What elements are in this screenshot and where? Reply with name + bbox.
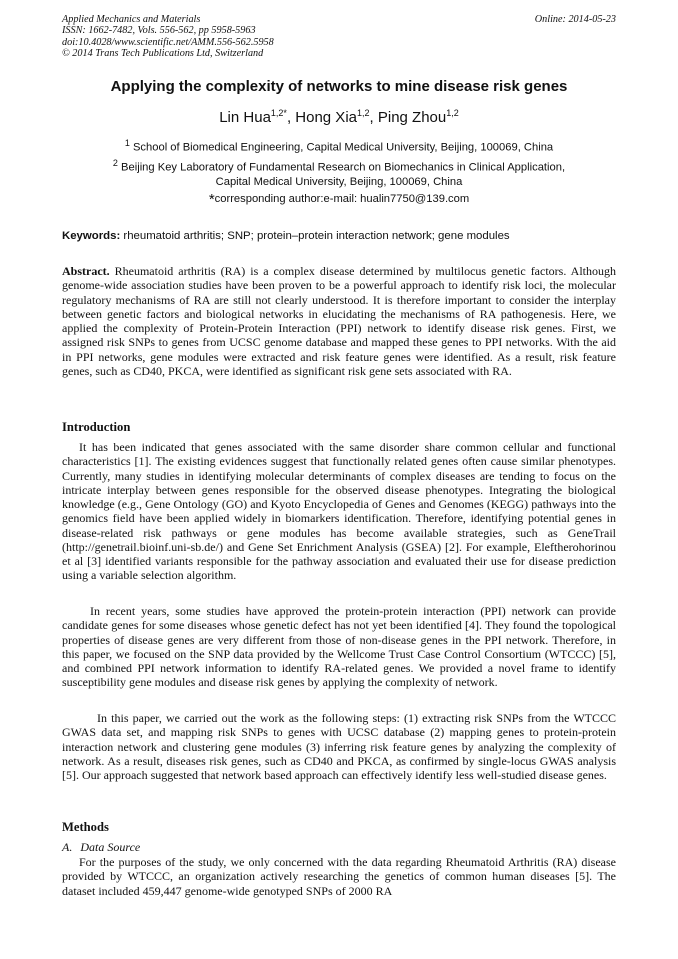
author-separator: , bbox=[369, 109, 378, 126]
keywords-line bbox=[62, 230, 618, 242]
subsection-heading bbox=[62, 840, 140, 855]
introduction-paragraph-2: In recent years, some studies have approved the protein-protein interaction (PPI) network can provide candidate genes for some diseases whose genetic defect has not yet been identified [4]. They found the topological properties of disease genes are very different from those of non-disease genes in the PPI network. Therefore, in this paper, we focused on the SNP data provided by the Wellcome Trust Case Control Consortium (WTCCC) [5], and combined PPI network information to identify RA-related genes. We provided a novel frame to identify susceptibility gene modules and disease risk genes by applying the complexity of network. bbox=[62, 604, 616, 690]
author-3: Ping Zhou bbox=[377, 109, 447, 126]
corresponding-author bbox=[60, 191, 618, 208]
corresponding-email: corresponding author:e-mail: hualin7750@139.com bbox=[214, 193, 470, 205]
keywords-label: Keywords: bbox=[62, 230, 121, 242]
copyright-line: © 2014 Trans Tech Publications Ltd, Switzerland bbox=[62, 47, 264, 59]
affiliation-2-number: 2 bbox=[112, 158, 118, 168]
journal-header bbox=[62, 14, 616, 59]
subsection-title: Data Source bbox=[80, 840, 141, 854]
abstract-paragraph bbox=[62, 264, 616, 378]
subsection-label: A. bbox=[62, 840, 73, 854]
journal-name: Applied Mechanics and Materials bbox=[62, 14, 201, 25]
author-separator: , bbox=[286, 109, 296, 126]
author-2: Hong Xia bbox=[295, 109, 357, 126]
introduction-paragraph-3: In this paper, we carried out the work as the following steps: (1) extracting risk SNPs from the WTCCC GWAS data set, and mapping risk SNPs to genes with UCSC database (2) mapping genes to protein-protein interaction network and clustering gene modules (3) inferring risk feature genes by analyzing the complexity of network. As a result, diseases risk genes, such as CD40 and PKCA, as confirmed by single-locus GWAS analysis [5]. Our approach suggested that network based approach can effectively identify less well-studied disease genes. bbox=[62, 711, 616, 782]
corresponding-star: * bbox=[208, 191, 215, 208]
affiliation-2-line-1: Beijing Key Laboratory of Fundamental Research on Biomechanics in Clinical Application, bbox=[121, 161, 566, 174]
methods-heading: Methods bbox=[62, 820, 109, 834]
affiliation-1 bbox=[60, 136, 618, 155]
affiliation-1-text: School of Biomedical Engineering, Capital Medical University, Beijing, 100069, China bbox=[132, 141, 554, 154]
author-1: Lin Hua bbox=[219, 109, 271, 126]
methods-paragraph-1: For the purposes of the study, we only concerned with the data regarding Rheumatoid Arthritis (RA) disease provided by WTCCC, an organization actively researching the genetics of common human diseases [5]. The dataset included 459,447 genome-wide genotyped SNPs of 2000 RA bbox=[62, 855, 616, 898]
abstract-label: Abstract. bbox=[62, 264, 110, 278]
author-list bbox=[40, 108, 638, 126]
affiliation-1-number: 1 bbox=[124, 138, 130, 148]
author-2-affiliation-mark: 1,2 bbox=[357, 108, 370, 118]
author-3-affiliation-mark: 1,2 bbox=[446, 108, 459, 118]
issn-line: ISSN: 1662-7482, Vols. 556-562, pp 5958-5963 bbox=[62, 25, 256, 37]
affiliation-2 bbox=[60, 156, 618, 189]
affiliation-2-line-2: Capital Medical University, Beijing, 100069, China bbox=[215, 175, 463, 188]
abstract-text: Rheumatoid arthritis (RA) is a complex disease determined by multilocus genetic factors. Although genome-wide association studies have been proven to be a powerful approach to identify risk loci, the molecular regulatory mechanisms of RA are still not clearly understood. It is therefore important to consider the interplay between genetic factors and biological networks in elucidating the mechanisms of RA pathogenesis. Here, we applied the complexity of Protein-Protein Interaction (PPI) network to identify disease risk genes. First, we assigned risk SNPs to genes from UCSC genome database and mapped these genes to PPI networks. With the aid in PPI networks, gene modules were extracted and risk feature genes were identified. As a result, risk feature genes, such as CD40, PKCA, were identified as significant risk gene sets associated with RA. bbox=[62, 264, 616, 378]
author-1-affiliation-mark: 1,2* bbox=[270, 108, 287, 118]
doi-line: doi:10.4028/www.scientific.net/AMM.556-562.5958 bbox=[62, 36, 274, 48]
introduction-paragraph-1: It has been indicated that genes associated with the same disorder share common cellular and functional characteristics [1]. The existing evidences suggest that functionally related genes often cause similar phenotypes. Currently, many studies in identifying molecular determinants of complex diseases are tending to focus on the intricate interplay between genes responsible for the observed disease phenotypes. Integrating the biological knowledge (e.g., Gene Ontology (GO) and Kyoto Encyclopedia of Genes and Genomes (KEGG) pathways into the genomics field have been applied widely in biomarkers identification. Therefore, identifying potential genes in disease-related risk pathways or gene modules has become available strategies, such as GeneTrail (http://genetrail.bioinf.uni-sb.de/) and Gene Set Enrichment Analysis (GSEA) [2]. For example, Eleftherohorinou et al [3] identified variants responsible for the pathway association and evaluated their use for disease prediction using a variable selection algorithm. bbox=[62, 440, 616, 583]
keywords-text: rheumatoid arthritis; SNP; protein–protein interaction network; gene modules bbox=[120, 230, 510, 242]
online-date: Online: 2014-05-23 bbox=[534, 14, 616, 25]
paper-title: Applying the complexity of networks to mine disease risk genes bbox=[110, 78, 568, 95]
introduction-heading: Introduction bbox=[62, 420, 131, 434]
